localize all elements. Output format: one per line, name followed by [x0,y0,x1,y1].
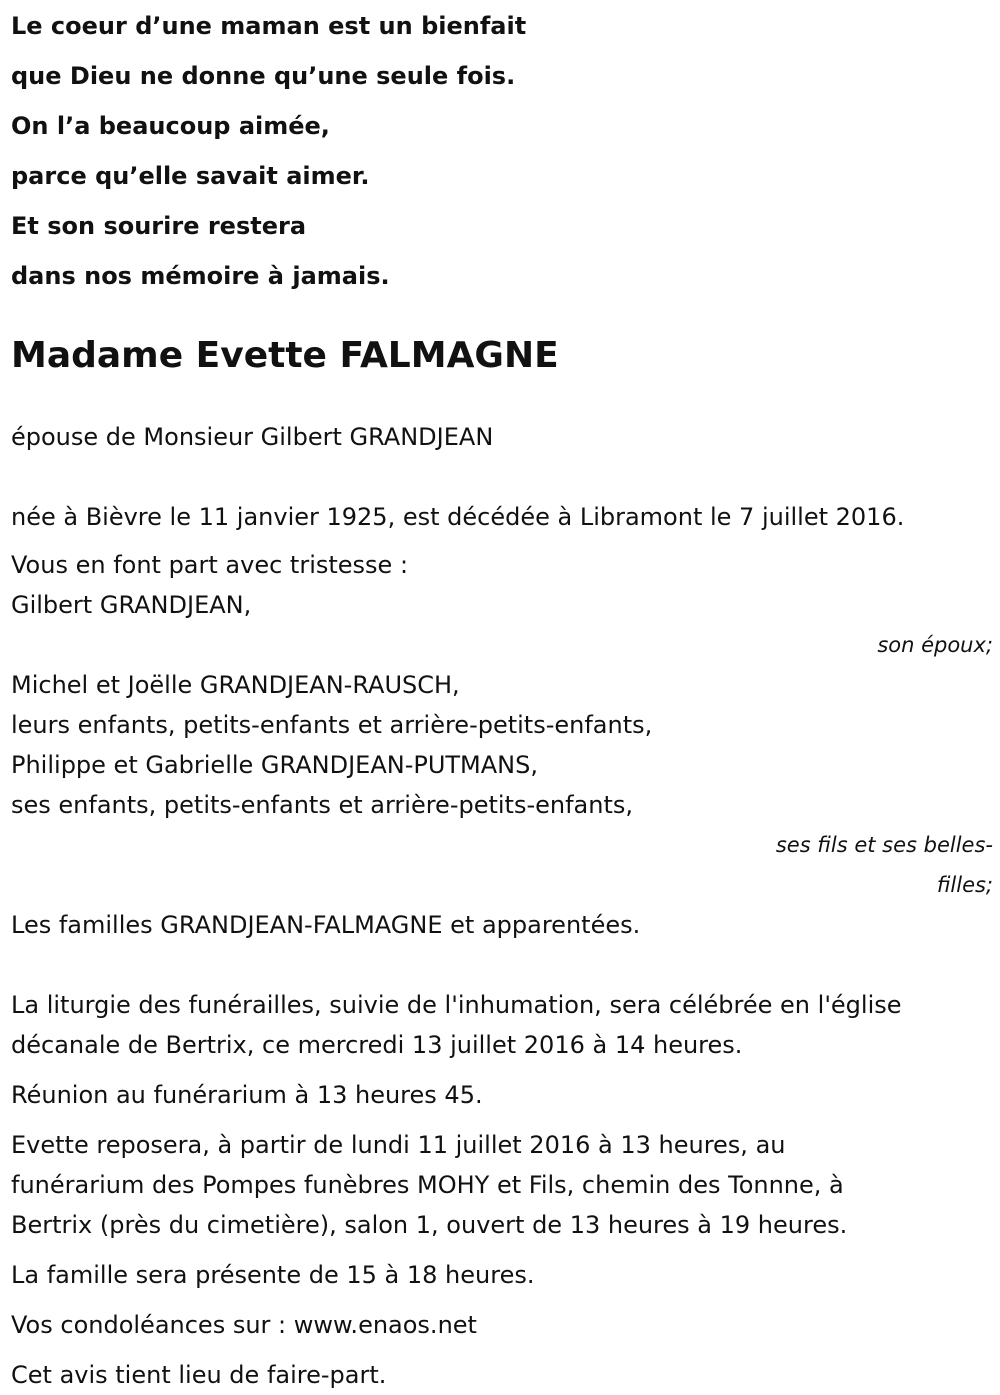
children-line: ses enfants, petits-enfants et arrière-petits-enfants, [11,791,634,819]
announcement-intro: Vous en font part avec tristesse : [11,551,409,579]
deceased-name: Madame Evette FALMAGNE [11,335,559,376]
repose-line: funérarium des Pompes funèbres MOHY et Fils, chemin des Tonnne, à [11,1171,844,1199]
memorial-poem [11,0,993,301]
children-line: Philippe et Gabrielle GRANDJEAN-PUTMANS, [11,751,538,779]
children-role: ses fils et ses belles- [775,833,993,857]
repose-line: Bertrix (près du cimetière), salon 1, ouvert de 13 heures à 19 heures. [11,1211,848,1239]
children-line: leurs enfants, petits-enfants et arrière-petits-enfants, [11,711,653,739]
spouse-name: Gilbert GRANDJEAN, [11,591,252,619]
poem-line: dans nos mémoire à jamais. [11,262,390,290]
meeting-line: Réunion au funérarium à 13 heures 45. [11,1081,483,1109]
family-presence-line: La famille sera présente de 15 à 18 heures. [11,1261,535,1289]
poem-line: que Dieu ne donne qu’une seule fois. [11,62,516,90]
poem-line: On l’a beaucoup aimée, [11,112,330,140]
children-line: Michel et Joëlle GRANDJEAN-RAUSCH, [11,671,460,699]
condolences-line: Vos condoléances sur : www.enaos.net [11,1311,477,1339]
poem-line: Et son sourire restera [11,212,307,240]
spouse-role: son époux; [877,633,993,657]
liturgy-line: La liturgie des funérailles, suivie de l'inhumation, sera célébrée en l'église [11,991,902,1019]
liturgy-line: décanale de Bertrix, ce mercredi 13 juillet 2016 à 14 heures. [11,1031,743,1059]
closing-line: Cet avis tient lieu de faire-part. [11,1361,387,1389]
families-line: Les familles GRANDJEAN-FALMAGNE et apparentées. [11,911,641,939]
spouse-line: épouse de Monsieur Gilbert GRANDJEAN [11,423,494,451]
children-role: filles; [936,873,993,897]
birth-death-line: née à Bièvre le 11 janvier 1925, est décédée à Libramont le 7 juillet 2016. [11,503,905,531]
poem-line: Le coeur d’une maman est un bienfait [11,12,527,40]
poem-line: parce qu’elle savait aimer. [11,162,370,190]
repose-line: Evette reposera, à partir de lundi 11 juillet 2016 à 13 heures, au [11,1131,786,1159]
obituary-notice [11,0,993,1395]
